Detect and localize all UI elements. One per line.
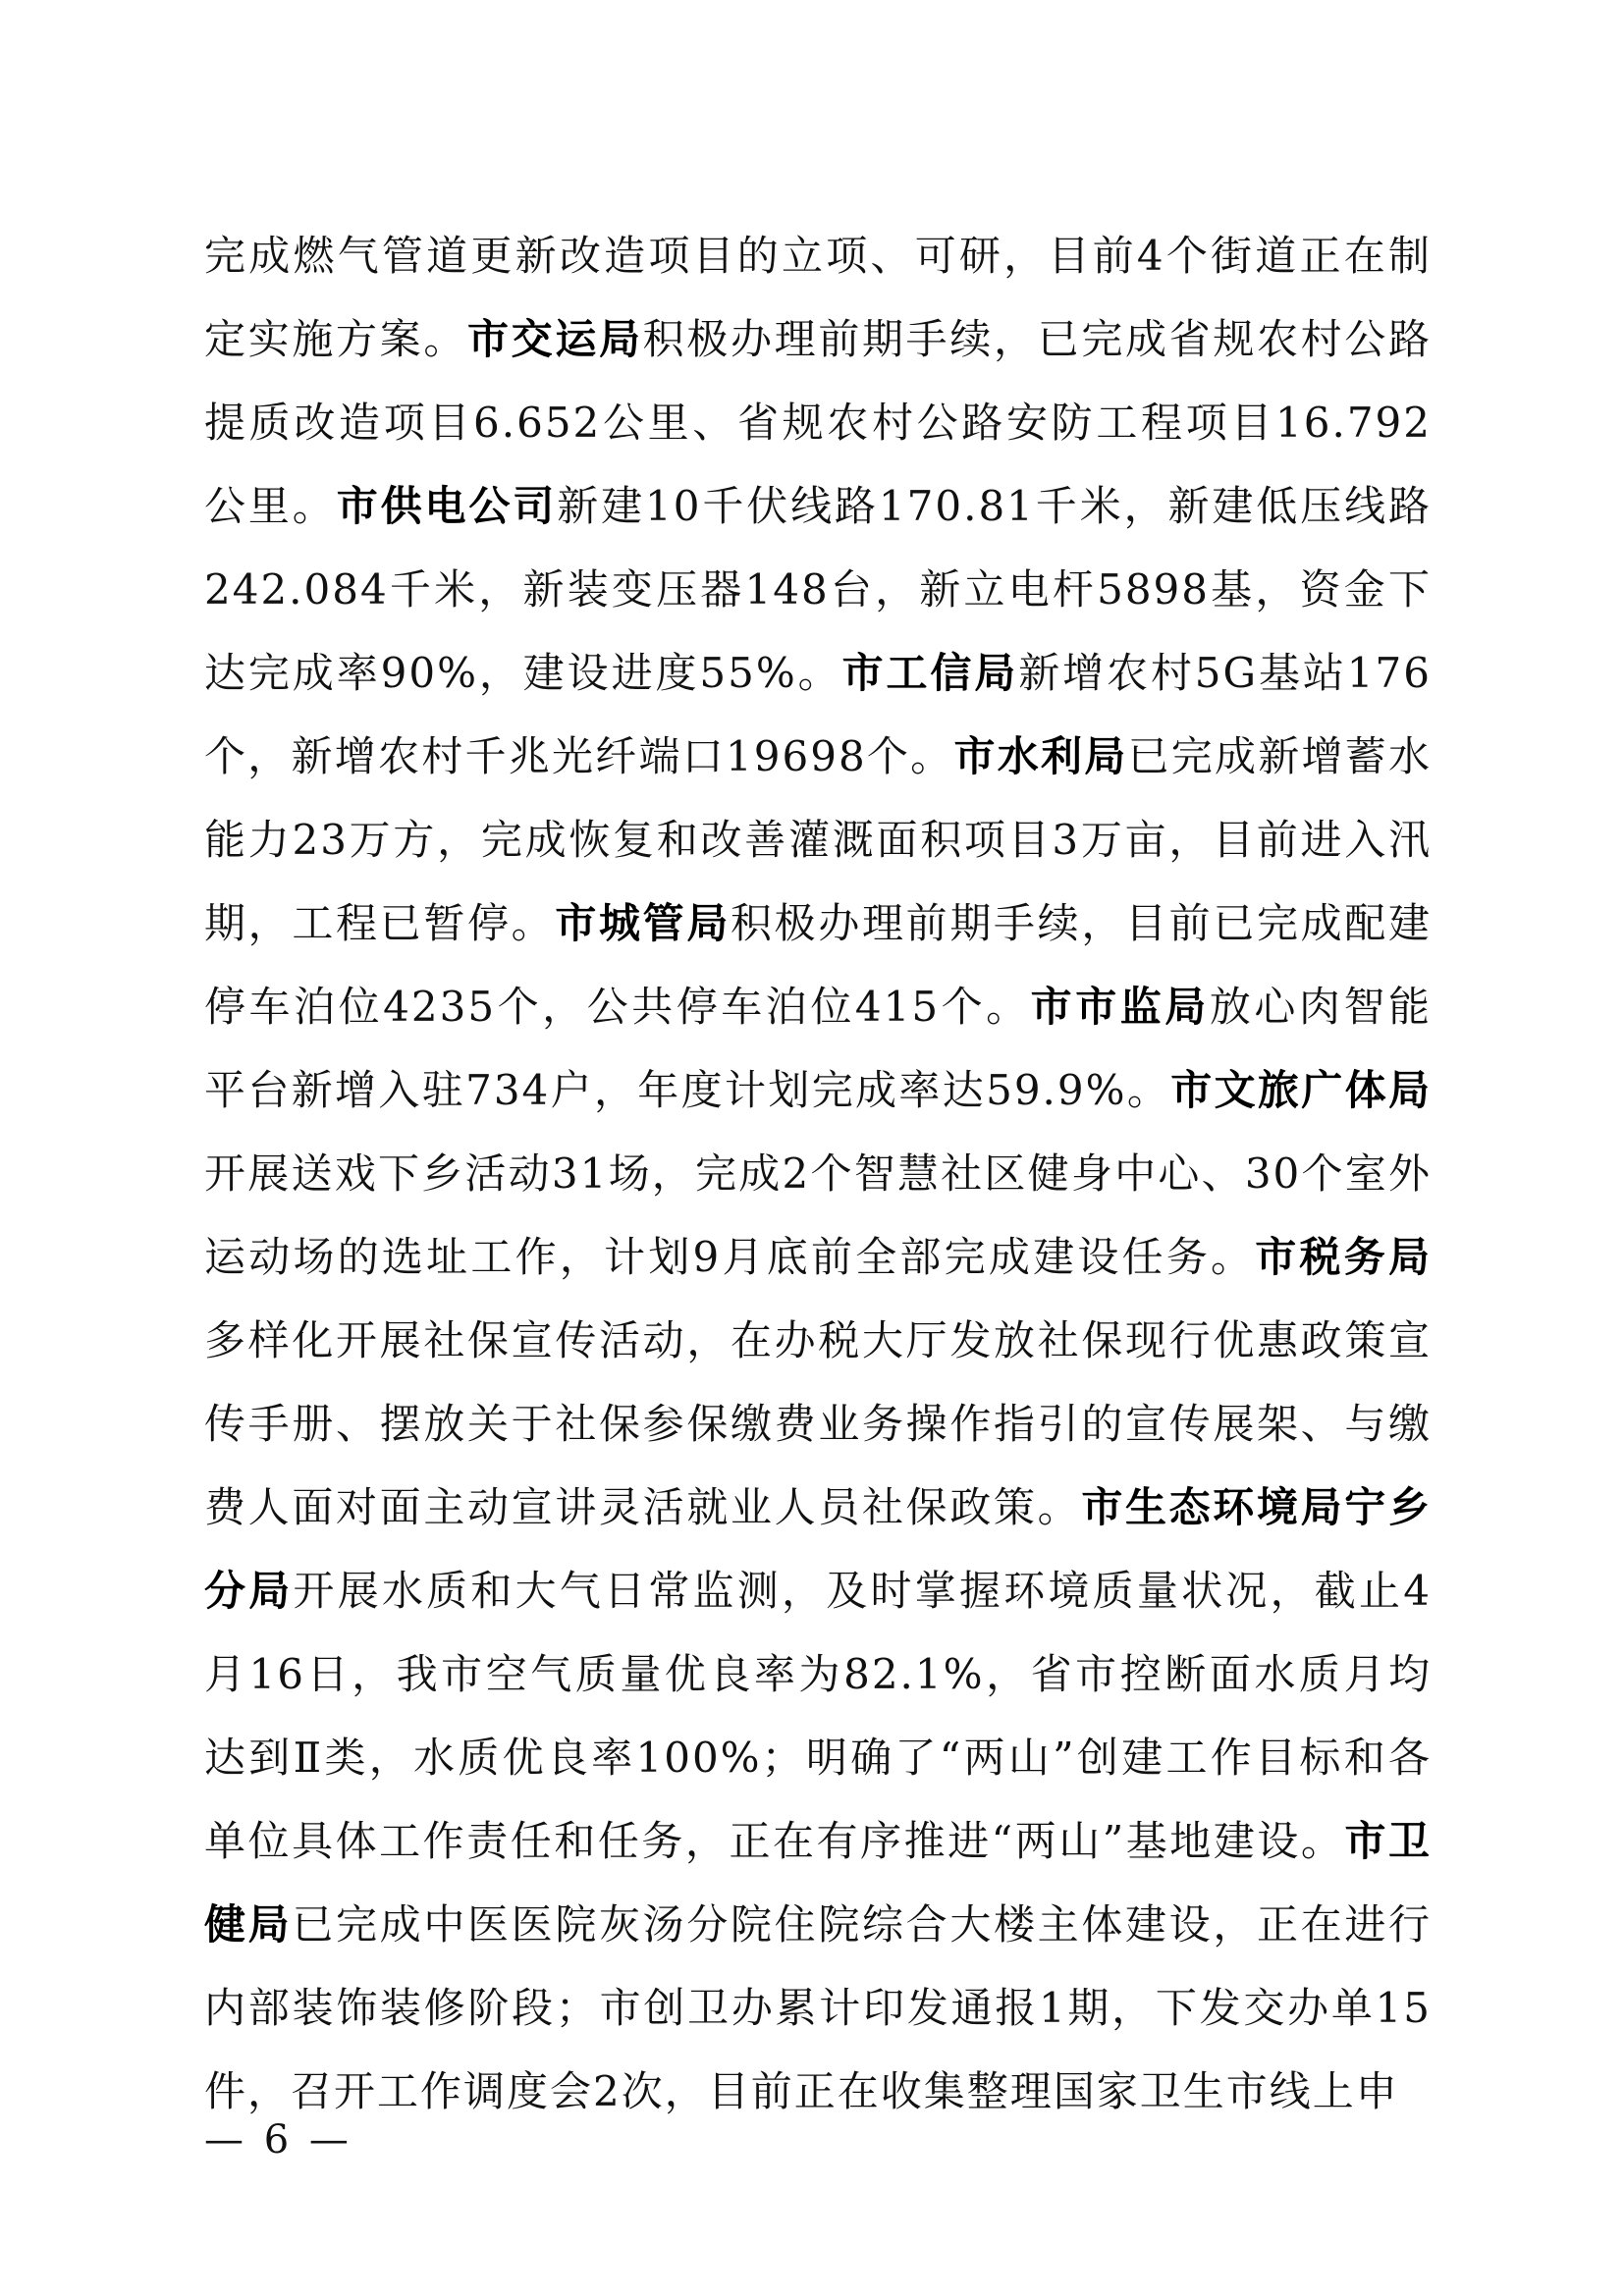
agency-name: 市水利局	[953, 732, 1128, 780]
text-run: 新增农村5G基站176个，新增农村千兆光纤端口19698个。	[204, 649, 1432, 780]
text-run: 积极办理前期手续，已完成省规农村公路提质改造项目6.652公里、省规农村公路安防工程项目16.792公里。	[204, 315, 1432, 530]
page-number: — 6 —	[204, 2117, 352, 2163]
agency-name: 市文旅广体局	[1170, 1066, 1432, 1114]
text-run: 积极办理前期手续，目前已完成配建停车泊位4235个，公共停车泊位415个。	[204, 899, 1432, 1031]
text-run: 开展送戏下乡活动31场，完成2个智慧社区健身中心、30个室外运动场的选址工作，计划9月底前全部完成建设任务。	[204, 1149, 1432, 1281]
agency-name: 市交运局	[467, 315, 643, 363]
agency-name: 市生态环境局宁乡分局	[204, 1483, 1432, 1615]
agency-name: 市税务局	[1255, 1233, 1432, 1281]
text-run: 多样化开展社保宣传活动，在办税大厅发放社保现行优惠政策宣传手册、摆放关于社保参保缴费业务操作指引的宣传展架、与缴费人面对面主动宣讲灵活就业人员社保政策。	[204, 1316, 1432, 1531]
text-run: 已完成中医医院灰汤分院住院综合大楼主体建设，正在进行内部装饰装修阶段；市创卫办累计印发通报1期，下发交办单15件，召开工作调度会2次，目前正在收集整理国家卫生市线上申	[204, 1900, 1432, 2115]
text-run: 新建10千伏线路170.81千米，新建低压线路242.084千米，新装变压器148台，新立电杆5898基，资金下达完成率90%，建设进度55%。	[204, 482, 1432, 697]
agency-name: 市卫健局	[204, 1817, 1432, 1949]
text-run: 完成燃气管道更新改造项目的立项、可研，目前4个街道正在制定实施方案。	[204, 232, 1432, 363]
agency-name: 市城管局	[555, 899, 731, 947]
agency-name: 市市监局	[1030, 983, 1210, 1031]
text-run: 已完成新增蓄水能力23万方，完成恢复和改善灌溉面积项目3万亩，目前进入汛期，工程已暂停。	[204, 732, 1432, 947]
agency-name: 市工信局	[841, 649, 1019, 697]
body-paragraph	[204, 214, 1432, 2133]
agency-name: 市供电公司	[336, 482, 558, 530]
text-run: 放心肉智能平台新增入驻734户，年度计划完成率达59.9%。	[204, 983, 1432, 1114]
text-run: 开展水质和大气日常监测，及时掌握环境质量状况，截止4月16日，我市空气质量优良率为82.1%，省市控断面水质月均达到Ⅱ类，水质优良率100%；明确了“两山”创建工作目标和各单位具体工作责任和任务，正在有序推进“两山”基地建设。	[204, 1567, 1432, 1865]
